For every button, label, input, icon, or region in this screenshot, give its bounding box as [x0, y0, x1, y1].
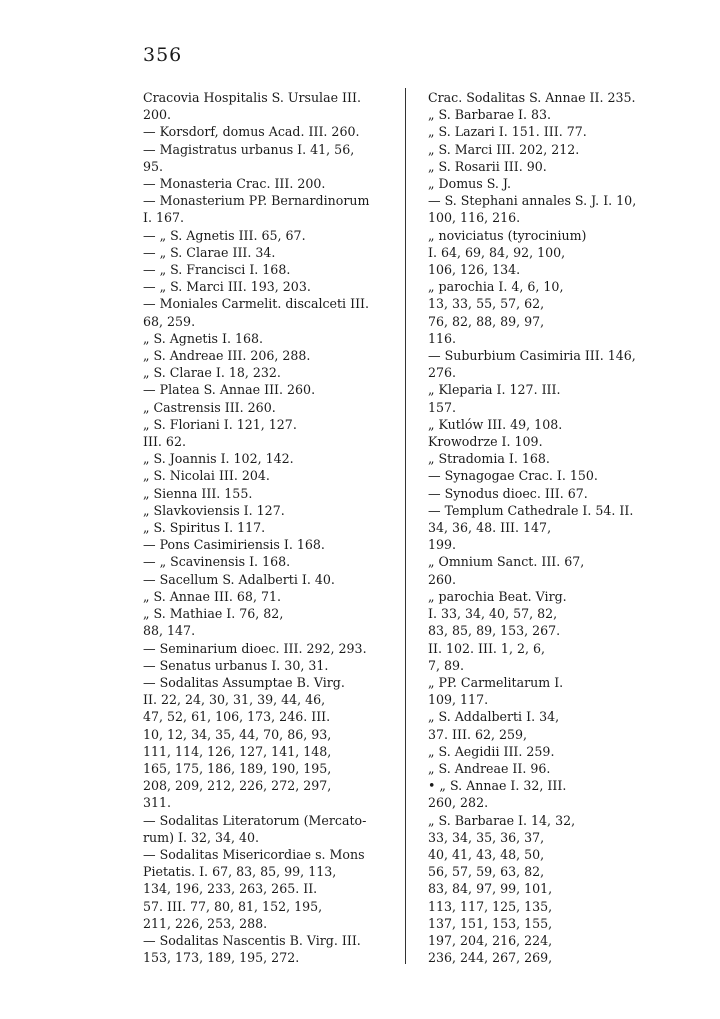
index-line: 40, 41, 43, 48, 50,	[428, 846, 545, 862]
index-line: 260, 282.	[428, 795, 489, 811]
index-line: rum) I. 32, 34, 40.	[143, 829, 260, 845]
index-line: „ Kutlów III. 49, 108.	[428, 416, 563, 432]
index-line: — „ S. Agnetis III. 65, 67.	[143, 227, 306, 243]
index-line: „ Sienna III. 155.	[143, 485, 253, 501]
index-line: „ S. Marci III. 202, 212.	[428, 141, 580, 157]
index-line: „ parochia I. 4, 6, 10,	[428, 279, 564, 295]
index-line: 106, 126, 134.	[428, 262, 521, 278]
index-line: „ S. Annae III. 68, 71.	[143, 588, 281, 604]
index-line: 208, 209, 212, 226, 272, 297,	[143, 778, 332, 794]
index-line: — Sodalitas Literatorum (Mercato-	[143, 812, 367, 828]
index-line: — „ S. Marci III. 193, 203.	[143, 279, 311, 295]
index-line: — Korsdorf, domus Acad. III. 260.	[143, 124, 360, 140]
index-line: „ noviciatus (tyrocinium)	[428, 227, 587, 243]
index-line: 137, 151, 153, 155,	[428, 915, 553, 931]
index-line: 13, 33, 55, 57, 62,	[428, 296, 545, 312]
index-line: 88, 147.	[143, 623, 196, 639]
index-line: — Suburbium Casimiria III. 146,	[428, 348, 636, 364]
index-line: 76, 82, 88, 89, 97,	[428, 313, 545, 329]
index-column-left	[143, 89, 393, 966]
index-line: 134, 196, 233, 263, 265. II.	[143, 881, 318, 897]
index-line: — Synagogae Crac. I. 150.	[428, 468, 598, 484]
index-line: „ S. Andreae II. 96.	[428, 760, 551, 776]
index-line: 276.	[428, 365, 457, 381]
index-line: — Moniales Carmelit. discalceti III.	[143, 296, 370, 312]
index-line: — Magistratus urbanus I. 41, 56,	[143, 141, 355, 157]
index-line: „ Domus S. J.	[428, 176, 511, 192]
index-line: „ Castrensis III. 260.	[143, 399, 276, 415]
index-line: Cracovia Hospitalis S. Ursulae III.	[143, 90, 361, 105]
index-line: — Monasteria Crac. III. 200.	[143, 176, 326, 192]
index-line: „ S. Andreae III. 206, 288.	[143, 348, 311, 364]
index-line: „ S. Floriani I. 121, 127.	[143, 416, 297, 432]
index-line: — Sodalitas Misericordiae s. Mons	[143, 846, 365, 862]
index-line: 83, 85, 89, 153, 267.	[428, 623, 561, 639]
index-line: Crac. Sodalitas S. Annae II. 235.	[428, 90, 636, 105]
index-line: 153, 173, 189, 195, 272.	[143, 950, 300, 966]
index-line: „ Slavkoviensis I. 127.	[143, 502, 285, 518]
index-line: „ S. Mathiae I. 76, 82,	[143, 606, 284, 622]
index-line: 95.	[143, 158, 164, 174]
index-line: II. 102. III. 1, 2, 6,	[428, 640, 545, 656]
index-line: — Sacellum S. Adalberti I. 40.	[143, 571, 335, 587]
index-line: „ parochia Beat. Virg.	[428, 588, 567, 604]
index-line: „ S. Spiritus I. 117.	[143, 520, 266, 536]
index-line: 200.	[143, 107, 172, 123]
index-line: 211, 226, 253, 288.	[143, 915, 268, 931]
index-line: 111, 114, 126, 127, 141, 148,	[143, 743, 332, 759]
index-line: — Synodus dioec. III. 67.	[428, 485, 588, 501]
index-line: „ S. Addalberti I. 34,	[428, 709, 560, 725]
index-line: 165, 175, 186, 189, 190, 195,	[143, 760, 332, 776]
index-line: 33, 34, 35, 36, 37,	[428, 829, 545, 845]
index-line: — Senatus urbanus I. 30, 31.	[143, 657, 329, 673]
index-line: 83, 84, 97, 99, 101,	[428, 881, 553, 897]
index-line: 311.	[143, 795, 172, 811]
index-line: II. 22, 24, 30, 31, 39, 44, 46,	[143, 692, 326, 708]
index-line: III. 62.	[143, 434, 186, 450]
index-line: 236, 244, 267, 269,	[428, 950, 553, 966]
index-line: „ S. Joannis I. 102, 142.	[143, 451, 294, 467]
index-line: „ Omnium Sanct. III. 67,	[428, 554, 585, 570]
index-column-right	[428, 89, 678, 966]
index-line: I. 167.	[143, 210, 185, 226]
column-divider	[405, 88, 406, 964]
index-line: — Monasterium PP. Bernardinorum	[143, 193, 370, 209]
index-line: 113, 117, 125, 135,	[428, 898, 553, 914]
index-line: Krowodrze I. 109.	[428, 434, 543, 450]
index-line: — „ Scavinensis I. 168.	[143, 554, 291, 570]
index-line: — „ S. Clarae III. 34.	[143, 244, 276, 260]
index-line: „ S. Aegidii III. 259.	[428, 743, 555, 759]
index-line: 109, 117.	[428, 692, 489, 708]
index-line: „ Kleparia I. 127. III.	[428, 382, 561, 398]
index-line: 100, 116, 216.	[428, 210, 521, 226]
index-line: I. 64, 69, 84, 92, 100,	[428, 244, 566, 260]
index-line: „ S. Barbarae I. 83.	[428, 107, 552, 123]
index-line: „ S. Rosarii III. 90.	[428, 158, 547, 174]
index-line: Pietatis. I. 67, 83, 85, 99, 113,	[143, 864, 337, 880]
index-line: 56, 57, 59, 63, 82,	[428, 864, 545, 880]
index-line: „ Stradomia I. 168.	[428, 451, 550, 467]
index-line: „ S. Barbarae I. 14, 32,	[428, 812, 576, 828]
index-line: 68, 259.	[143, 313, 196, 329]
index-line: — S. Stephani annales S. J. I. 10,	[428, 193, 637, 209]
index-line: 260.	[428, 571, 457, 587]
index-line: „ PP. Carmelitarum I.	[428, 674, 564, 690]
index-line: „ S. Nicolai III. 204.	[143, 468, 270, 484]
index-line: „ S. Clarae I. 18, 232.	[143, 365, 281, 381]
index-line: 47, 52, 61, 106, 173, 246. III.	[143, 709, 331, 725]
index-line: 34, 36, 48. III. 147,	[428, 520, 552, 536]
index-line: — Sodalitas Nascentis B. Virg. III.	[143, 932, 361, 948]
index-line: 57. III. 77, 80, 81, 152, 195,	[143, 898, 323, 914]
page-number: 356	[143, 44, 183, 66]
index-line: — Sodalitas Assumptae B. Virg.	[143, 674, 345, 690]
index-line: 197, 204, 216, 224,	[428, 932, 553, 948]
index-line: 10, 12, 34, 35, 44, 70, 86, 93,	[143, 726, 332, 742]
index-line: — Seminarium dioec. III. 292, 293.	[143, 640, 367, 656]
index-line: 37. III. 62, 259,	[428, 726, 528, 742]
index-line: — Pons Casimiriensis I. 168.	[143, 537, 325, 553]
index-line: — „ S. Francisci I. 168.	[143, 262, 291, 278]
index-line: — Platea S. Annae III. 260.	[143, 382, 316, 398]
index-line: I. 33, 34, 40, 57, 82,	[428, 606, 558, 622]
index-line: 116.	[428, 330, 457, 346]
index-line: 157.	[428, 399, 457, 415]
index-line: — Templum Cathedrale I. 54. II.	[428, 502, 634, 518]
index-line: 199.	[428, 537, 457, 553]
index-line: „ S. Agnetis I. 168.	[143, 330, 264, 346]
index-line: • „ S. Annae I. 32, III.	[428, 778, 567, 794]
index-line: „ S. Lazari I. 151. III. 77.	[428, 124, 587, 140]
index-line: 7, 89.	[428, 657, 465, 673]
